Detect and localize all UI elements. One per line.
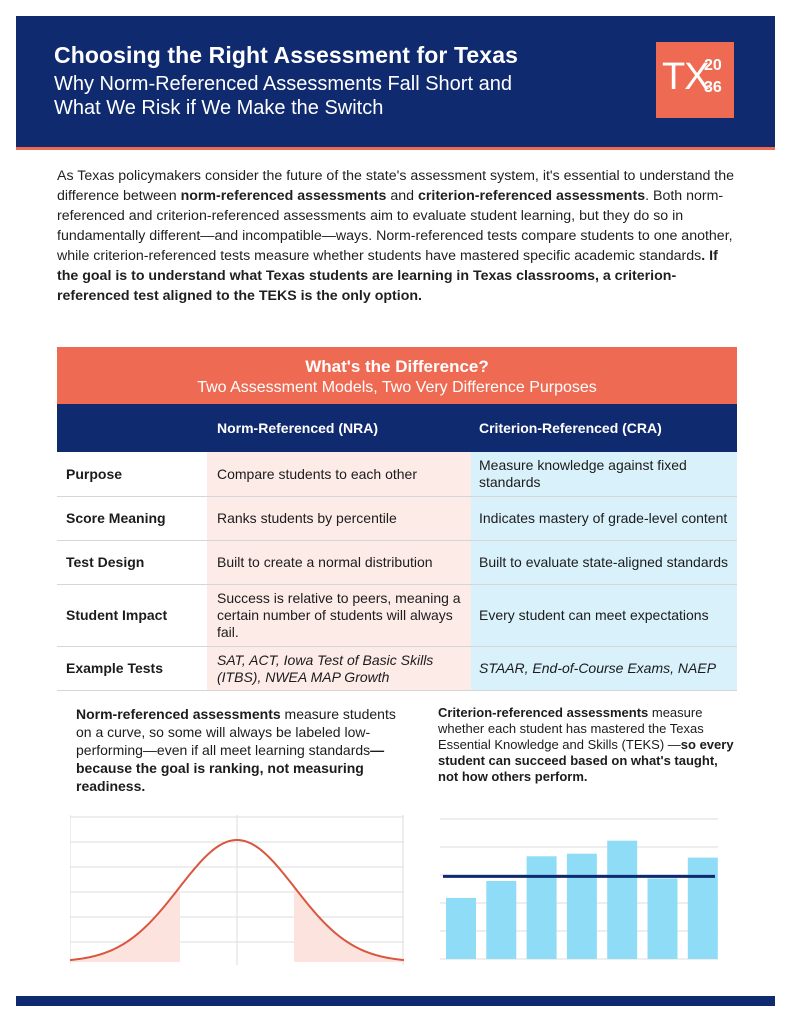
table-row [57,541,737,585]
cra-description [438,705,738,785]
table-title-bar [57,347,737,404]
bar [688,858,718,959]
intro-text-1: As Texas policymakers consider the future of the state's assessment system, it's essential to understand the difference between [57,168,735,204]
bar [567,854,597,959]
row-cra-cell: STAAR, End-of-Course Exams, NAEP [471,647,737,690]
cra-desc-text: measure whether each student has mastered the Texas Essential Knowledge and Skills (TEKS) — [438,705,704,752]
nra-desc-bold-2: —because the goal is ranking, not measuring readiness. [76,742,385,794]
table-column-headers [57,404,737,452]
left-tail-area [70,887,180,962]
nra-desc-bold-1: Norm-referenced assessments [76,706,281,722]
row-nra-cell: Success is relative to peers, meaning a certain number of students will always fail. [207,585,471,646]
table-row [57,452,737,497]
intro-text-2: and [386,188,418,204]
intro-text-3: . Both norm-referenced and criterion-referenced assessments aim to evaluate student learning, but they do so in fundamentally different—and incompatible—ways. Norm-referenced tests compare students to one another, while criterion-referenced tests measure whether students have mastered specific academic standards [57,188,733,264]
intro-bold-1: norm-referenced assessments [180,188,387,204]
intro-bold-3: . If the goal is to understand what Texas students are learning in Texas classrooms, a criterion-referenced test aligned to the TEKS is the only option. [57,248,718,304]
table-title: What's the Difference? [305,357,489,376]
bar [446,898,476,959]
table-subtitle: Two Assessment Models, Two Very Difference Purposes [197,379,597,396]
column-header-cra: Criterion-Referenced (CRA) [479,420,662,436]
tx2036-logo [656,42,734,118]
footer-bar [16,996,775,1006]
intro-paragraph [57,166,737,306]
subtitle-line-2: What We Risk if We Make the Switch [54,97,384,119]
bar [607,841,637,959]
row-label: Example Tests [57,647,207,690]
cra-desc-bold-1: Criterion-referenced assessments [438,705,649,720]
table-row [57,497,737,541]
intro-bold-2: criterion-referenced assessments [417,188,646,204]
row-cra-cell: Built to evaluate state-aligned standards [471,541,737,584]
row-label: Student Impact [57,585,207,646]
cra-desc-bold-2: so every student can succeed based on what's taught, not how others perform. [438,737,734,784]
page-subtitle [54,72,654,120]
row-label: Score Meaning [57,497,207,540]
bar [486,881,516,959]
logo-year-top: 20 [704,57,722,74]
logo-year [704,55,730,99]
row-nra-cell: Compare students to each other [207,452,471,496]
bar [527,856,557,959]
table-row [57,647,737,691]
row-cra-cell: Indicates mastery of grade-level content [471,497,737,540]
row-label: Test Design [57,541,207,584]
column-header-nra: Norm-Referenced (NRA) [217,420,379,436]
nra-description [76,705,406,795]
bar [648,878,678,959]
logo-year-bottom: 36 [704,79,722,96]
comparison-table [57,347,737,691]
right-tail-area [294,887,404,962]
page-title: Choosing the Right Assessment for Texas [54,42,518,68]
row-cra-cell: Measure knowledge against fixed standards [471,452,737,496]
row-nra-cell: Built to create a normal distribution [207,541,471,584]
nra-desc-text: measure students on a curve, so some will always be labeled low-performing—even if all meet learning standards [76,706,396,758]
row-label: Purpose [57,452,207,496]
row-nra-cell: Ranks students by percentile [207,497,471,540]
criterion-bar-chart [440,818,722,962]
header-banner [16,16,775,150]
bell-curve-chart [70,815,404,965]
subtitle-line-1: Why Norm-Referenced Assessments Fall Short and [54,73,512,95]
row-nra-cell: SAT, ACT, Iowa Test of Basic Skills (ITBS), NWEA MAP Growth [207,647,471,690]
row-cra-cell: Every student can meet expectations [471,585,737,646]
table-row [57,585,737,647]
logo-tx: TX [662,56,709,98]
